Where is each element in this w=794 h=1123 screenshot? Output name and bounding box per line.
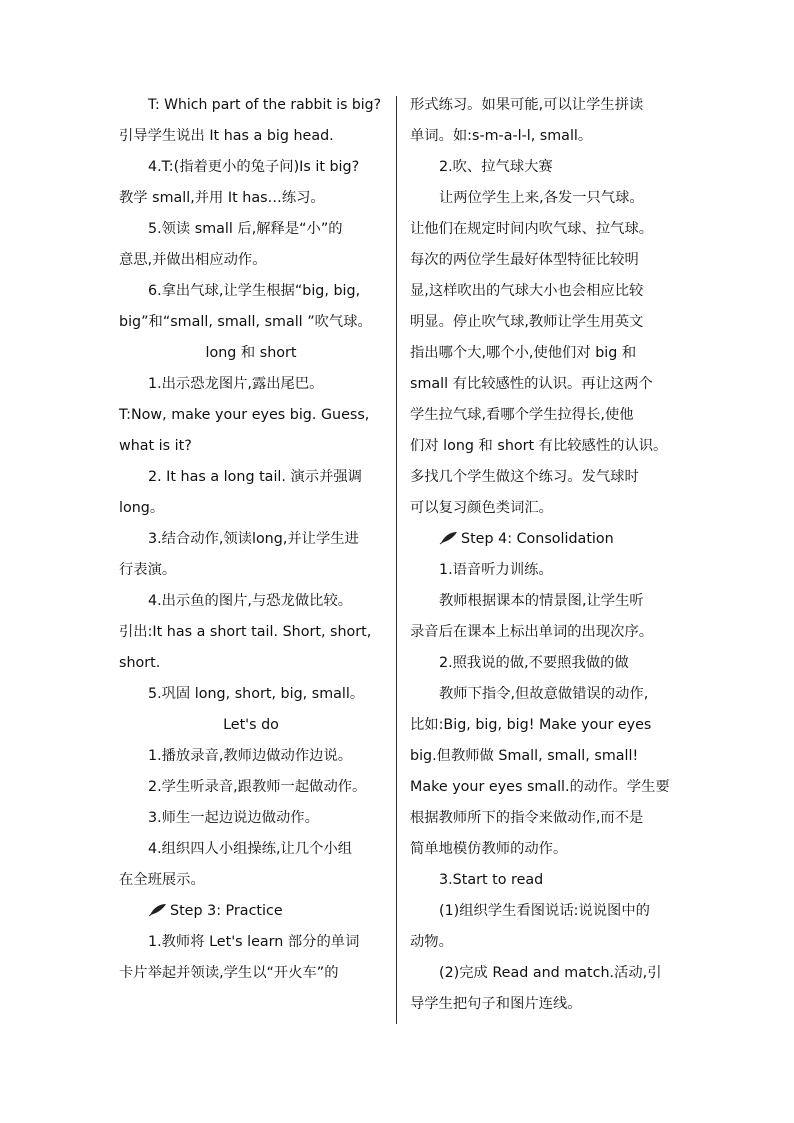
text-line: 2.学生听录音,跟教师一起做动作。 — [148, 779, 367, 795]
right-column — [410, 90, 676, 1020]
text-line: 单词。如:s-m-a-l-l, small。 — [410, 128, 593, 144]
text-line: 2. It has a long tail. 演示并强调 — [148, 469, 362, 485]
section-heading: Let's do — [223, 717, 279, 733]
text-line: 在全班展示。 — [119, 872, 205, 888]
text-line: 教师根据课本的情景图,让学生听 — [439, 593, 644, 609]
text-line: 学生拉气球,看哪个学生拉得长,使他 — [410, 407, 634, 423]
text-line: 动物。 — [410, 934, 453, 950]
text-line: 6.拿出气球,让学生根据“big, big, — [148, 283, 361, 299]
text-line: 3.Start to read — [439, 872, 544, 888]
text-line: 引出:It has a short tail. Short, short, — [119, 624, 372, 640]
leaf-quill-icon — [148, 898, 168, 912]
text-line: 意思,并做出相应动作。 — [119, 252, 267, 268]
text-line: 指出哪个大,哪个小,使他们对 big 和 — [410, 345, 637, 361]
text-line: 4.出示鱼的图片,与恐龙做比较。 — [148, 593, 353, 609]
text-line: short. — [119, 655, 161, 671]
text-line: small 有比较感性的认识。再让这两个 — [410, 376, 653, 392]
text-line: 教学 small,并用 It has…练习。 — [119, 190, 325, 206]
text-line: 1.播放录音,教师边做动作边说。 — [148, 748, 353, 764]
text-line: 根据教师所下的指令来做动作,而不是 — [410, 810, 644, 826]
text-line: 行表演。 — [119, 562, 177, 578]
text-line: 每次的两位学生最好体型特征比较明 — [410, 252, 639, 268]
text-line: big.但教师做 Small, small, small! — [410, 748, 639, 764]
text-line: 4.T:(指着更小的兔子问)Is it big? — [148, 159, 360, 175]
left-column — [119, 90, 383, 989]
text-line: T: Which part of the rabbit is big? — [148, 97, 382, 113]
text-line: 3.师生一起边说边做动作。 — [148, 810, 319, 826]
text-line: 2.吹、拉气球大赛 — [439, 159, 553, 175]
text-line: 让两位学生上来,各发一只气球。 — [439, 190, 644, 206]
text-line: 引导学生说出 It has a big head. — [119, 128, 334, 144]
text-line: 简单地模仿教师的动作。 — [410, 841, 568, 857]
text-line: 教师下指令,但故意做错误的动作, — [439, 686, 649, 702]
text-line: 明显。停止吹气球,教师让学生用英文 — [410, 314, 644, 330]
step-heading — [410, 524, 676, 555]
text-line: 多找几个学生做这个练习。发气球时 — [410, 469, 639, 485]
text-line: 让他们在规定时间内吹气球、拉气球。 — [410, 221, 654, 237]
text-line: (1)组织学生看图说话:说说图中的 — [439, 903, 650, 919]
step-title: Step 3: Practice — [170, 903, 283, 919]
text-line: 4.组织四人小组操练,让几个小组 — [148, 841, 353, 857]
text-line: 比如:Big, big, big! Make your eyes — [410, 717, 652, 733]
text-line: 导学生把句子和图片连线。 — [410, 996, 582, 1012]
text-line: big”和“small, small, small ”吹气球。 — [119, 314, 372, 330]
text-line: 显,这样吹出的气球大小也会相应比较 — [410, 283, 644, 299]
section-heading: long 和 short — [205, 345, 297, 361]
text-line: long。 — [119, 500, 165, 516]
text-line: 卡片举起并领读,学生以“开火车”的 — [119, 965, 339, 981]
text-line: 形式练习。如果可能,可以让学生拼读 — [410, 97, 644, 113]
text-line: 1.出示恐龙图片,露出尾巴。 — [148, 376, 324, 392]
text-line: 5.巩固 long, short, big, small。 — [148, 686, 365, 702]
text-line: 2.照我说的做,不要照我做的做 — [439, 655, 629, 671]
text-line: 5.领读 small 后,解释是“小”的 — [148, 221, 343, 237]
text-line: 1.语音听力训练。 — [439, 562, 553, 578]
text-line: 1.教师将 Let's learn 部分的单词 — [148, 934, 360, 950]
text-line: (2)完成 Read and match.活动,引 — [439, 965, 662, 981]
step-heading — [119, 896, 383, 927]
text-line: Make your eyes small.的动作。学生要 — [410, 779, 670, 795]
step-title: Step 4: Consolidation — [461, 531, 614, 547]
text-line: what is it? — [119, 438, 192, 454]
text-line: 3.结合动作,领读long,并让学生进 — [148, 531, 359, 547]
text-line: 可以复习颜色类词汇。 — [410, 500, 553, 516]
column-divider — [396, 96, 397, 1024]
text-line: T:Now, make your eyes big. Guess, — [119, 407, 370, 423]
text-line: 们对 long 和 short 有比较感性的认识。 — [410, 438, 668, 454]
leaf-quill-icon — [439, 526, 459, 540]
text-line: 录音后在课本上标出单词的出现次序。 — [410, 624, 654, 640]
